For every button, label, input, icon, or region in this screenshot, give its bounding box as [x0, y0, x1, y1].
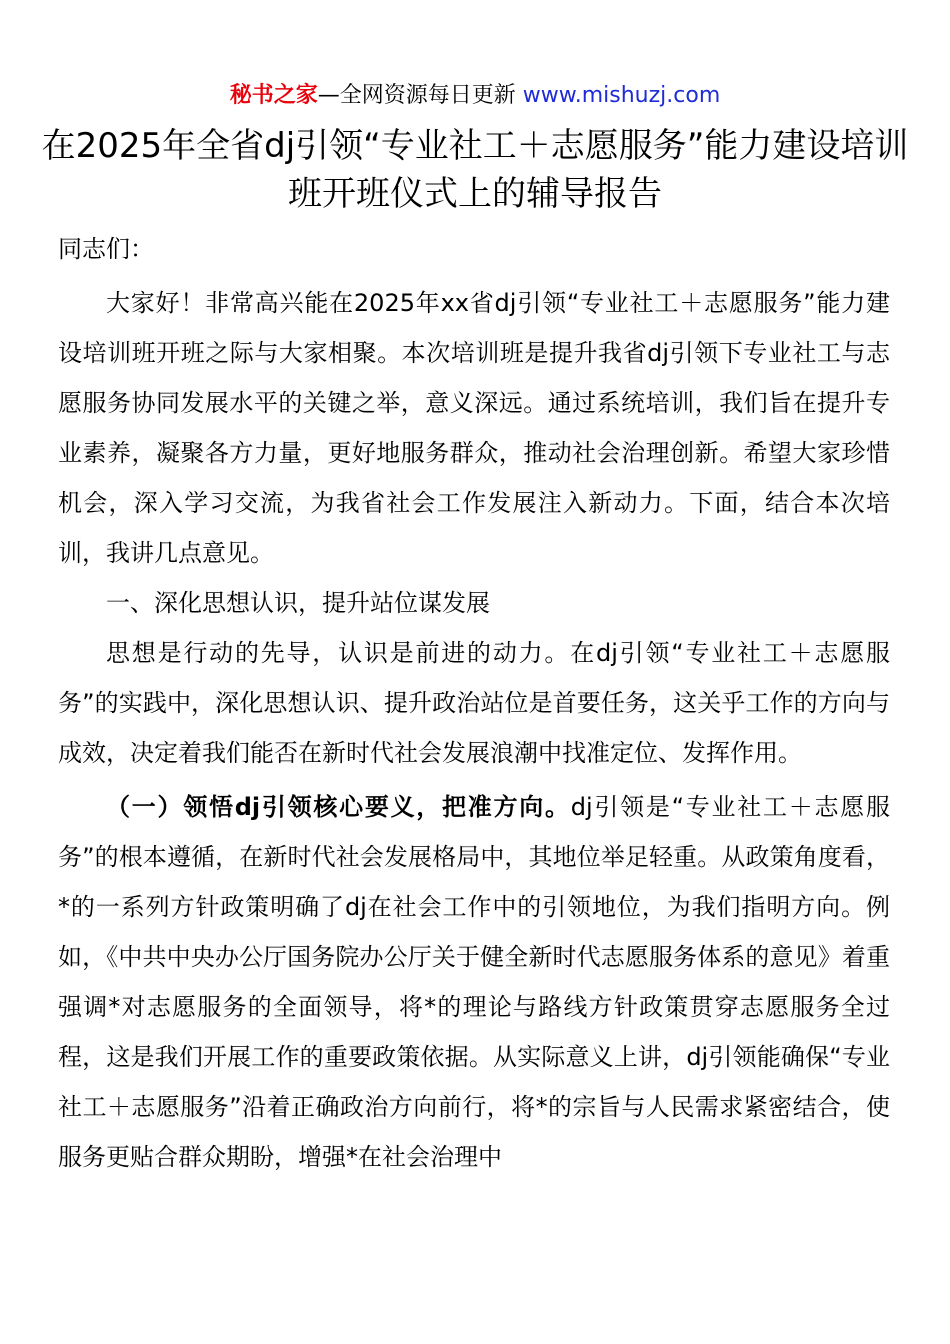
subsection-heading-1: （一）领悟dj引领核心要义，把准方向。 — [106, 793, 571, 821]
document-body — [58, 224, 890, 1182]
subsection-1-text: dj引领是“专业社工＋志愿服务”的根本遵循，在新时代社会发展格局中，其地位举足轻重。从政策角度看，*的一系列方针政策明确了dj在社会工作中的引领地位，为我们指明方向。例如，《中共中央办公厅国务院办公厅关于健全新时代志愿服务体系的意见》着重强调*对志愿服务的全面领导，将*的理论与路线方针政策贯穿志愿服务全过程，这是我们开展工作的重要政策依据。从实际意义上讲，dj引领能确保“专业社工＋志愿服务”沿着正确政治方向前行，将*的宗旨与人民需求紧密结合，使服务更贴合群众期盼，增强*在社会治理中 — [58, 793, 891, 1171]
site-url-link[interactable]: www.mishuzj.com — [522, 83, 721, 108]
brand-name: 秘书之家 — [229, 83, 318, 108]
subsection-1-paragraph — [58, 782, 890, 1182]
site-header — [0, 80, 950, 112]
section-heading-1: 一、深化思想认识，提升站位谋发展 — [106, 589, 490, 617]
header-tagline: —全网资源每日更新 — [317, 83, 523, 108]
section-1-paragraph: 思想是行动的先导，认识是前进的动力。在dj引领“专业社工＋志愿服务”的实践中，深化思想认识、提升政治站位是首要任务，这关乎工作的方向与成效，决定着我们能否在新时代社会发展浪潮中找准定位、发挥作用。 — [58, 639, 890, 767]
salutation: 同志们： — [58, 235, 154, 263]
intro-paragraph: 大家好！非常高兴能在2025年xx省dj引领“专业社工＋志愿服务”能力建设培训班开班之际与大家相聚。本次培训班是提升我省dj引领下专业社工与志愿服务协同发展水平的关键之举，意义深远。通过系统培训，我们旨在提升专业素养，凝聚各方力量，更好地服务群众，推动社会治理创新。希望大家珍惜机会，深入学习交流，为我省社会工作发展注入新动力。下面，结合本次培训，我讲几点意见。 — [58, 289, 890, 567]
document-title: 在2025年全省dj引领“专业社工＋志愿服务”能力建设培训班开班仪式上的辅导报告 — [41, 126, 909, 214]
